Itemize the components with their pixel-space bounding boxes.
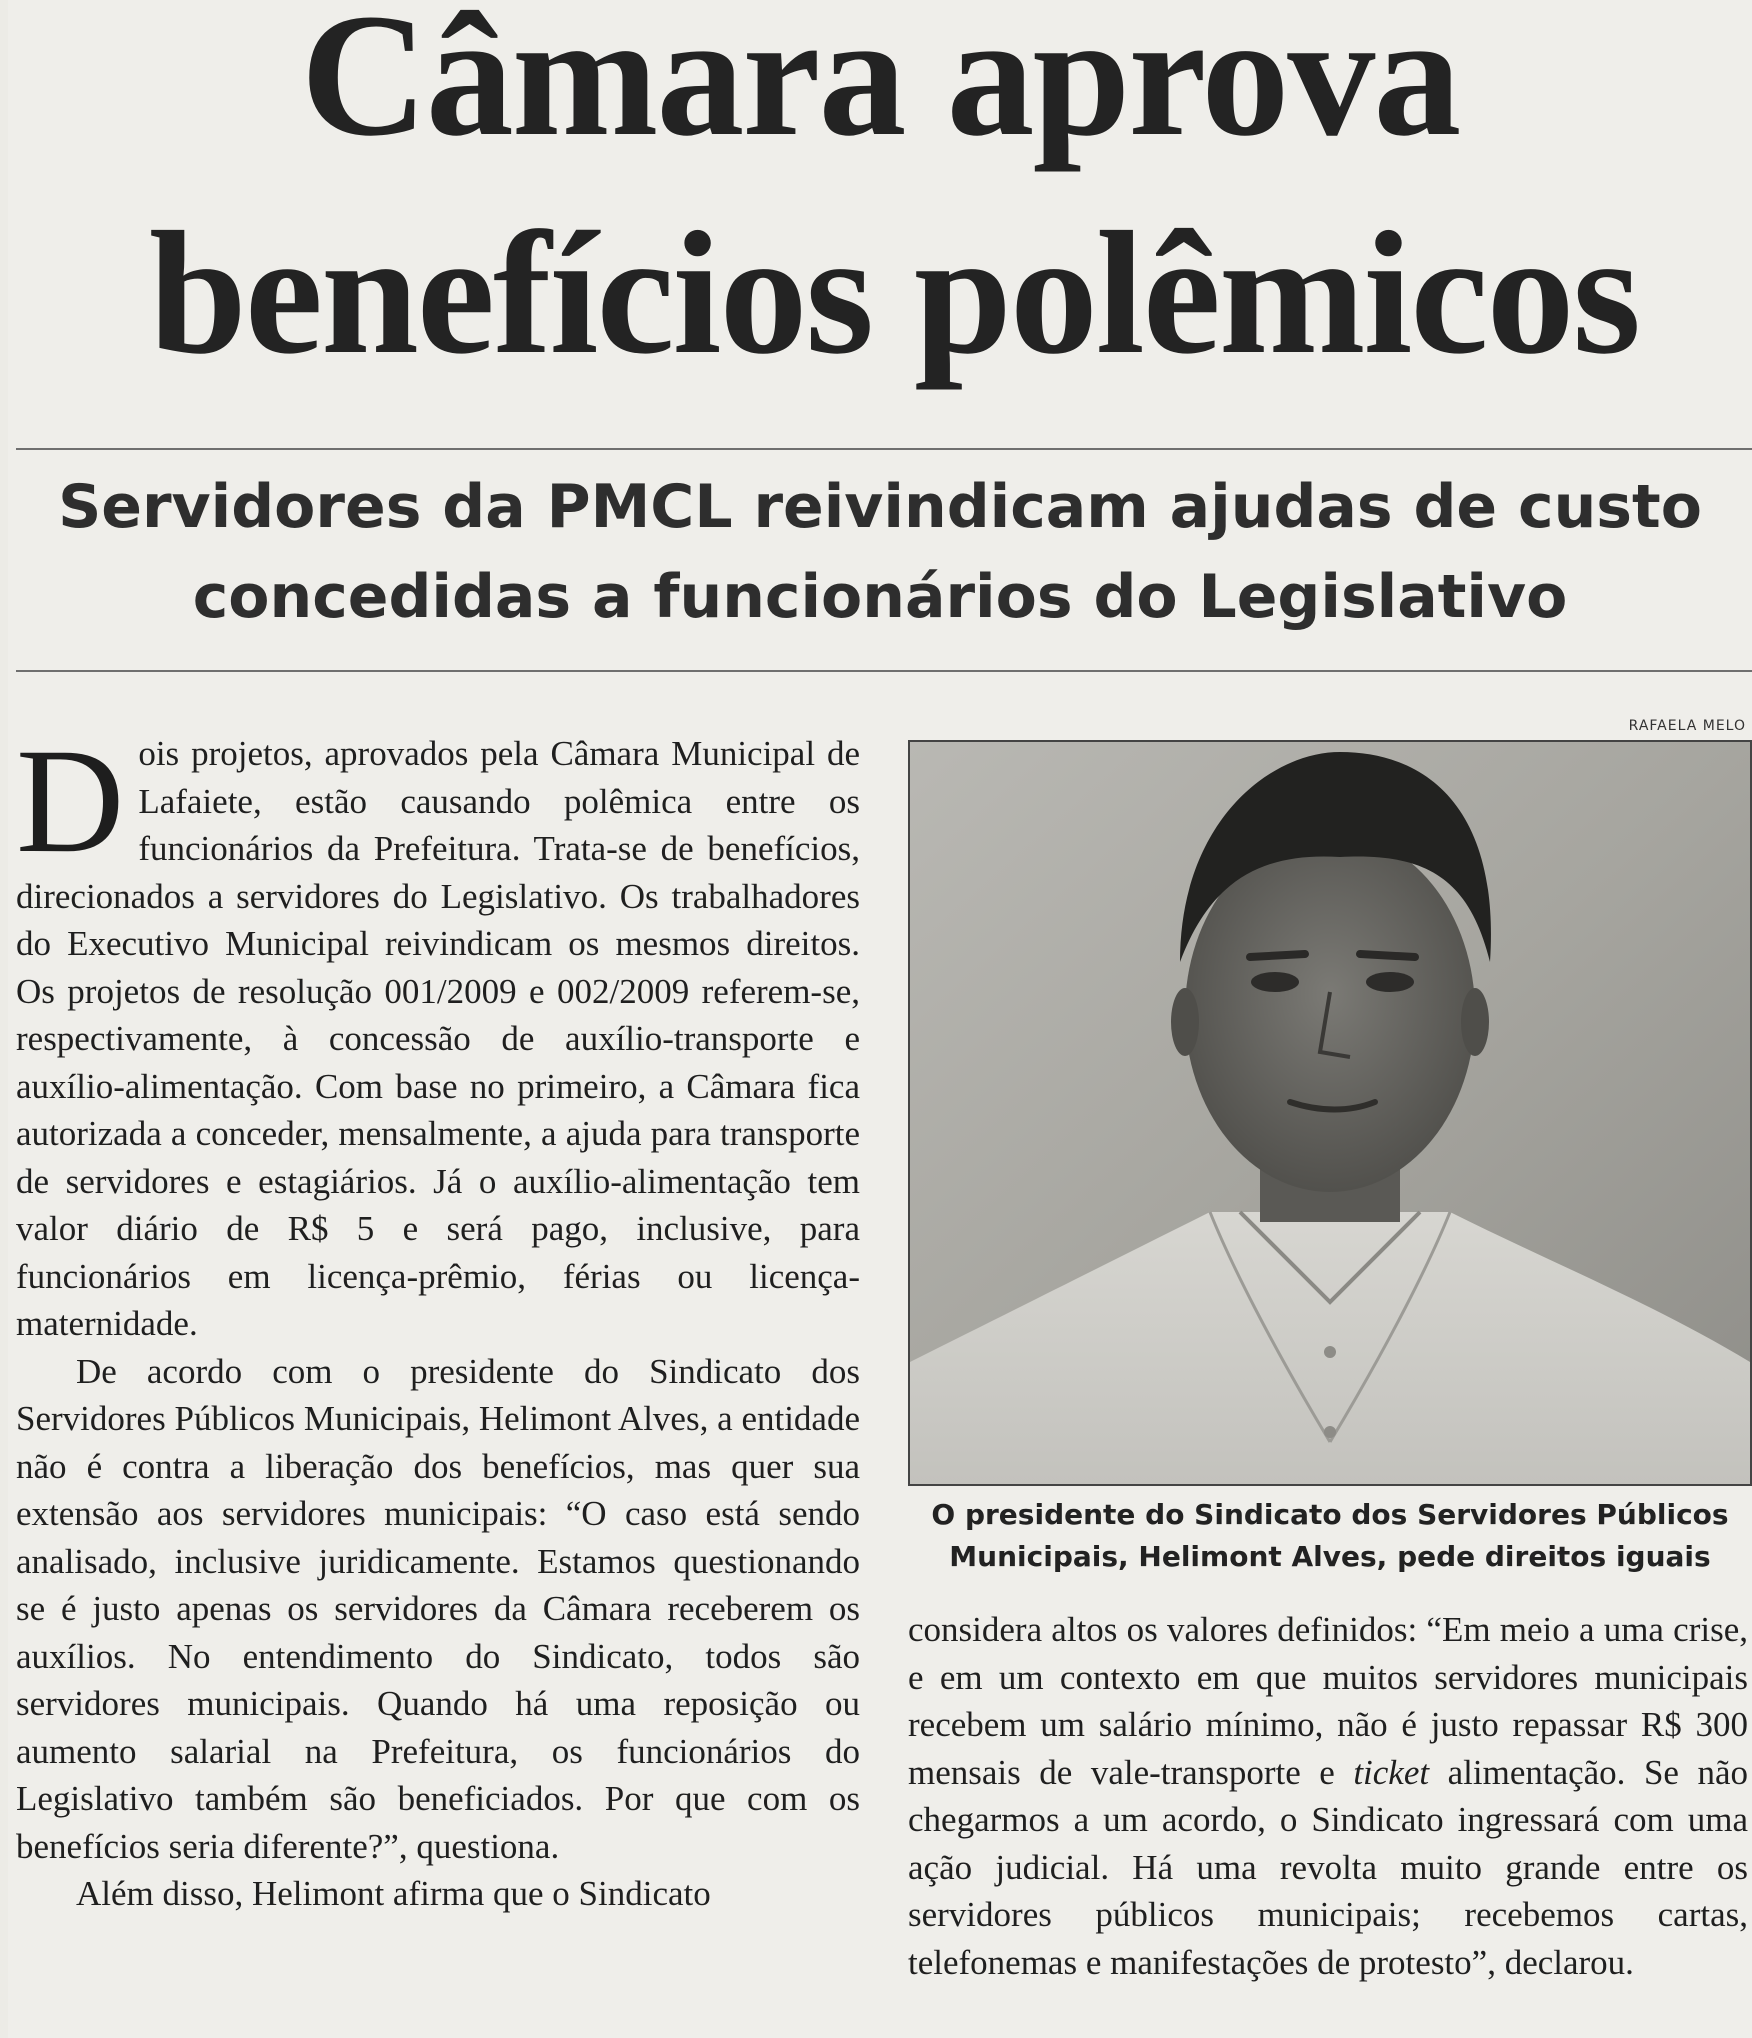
paragraph-4-start: considera altos os valores definidos: “Em meio a uma crise, e em um contexto em que muitos servidores municipais recebem um salário mínimo, não é justo repassar R$ 300 mensais de vale-transporte e xyxy=(908,1610,1748,1792)
drop-cap: D xyxy=(16,718,125,884)
headline-line-1: Câmara aprova xyxy=(300,0,1460,173)
article-paragraph-4 xyxy=(908,1606,1748,1986)
photo-caption: O presidente do Sindicato dos Servidores Públicos Municipais, Helimont Alves, pede direitos iguais xyxy=(931,1498,1729,1573)
article-left-column xyxy=(16,718,860,1918)
article-right-column xyxy=(908,1606,1748,1986)
paragraph-4-italic: ticket xyxy=(1353,1752,1430,1792)
paragraph-4-end: alimentação. Se não chegarmos a um acordo, o Sindicato ingressará com uma ação judicial. Há uma revolta muito grande entre os servidores públicos municipais; recebemos cartas, telefonemas e manifestações de protesto”, declarou. xyxy=(908,1752,1749,1982)
portrait-illustration xyxy=(910,742,1750,1484)
top-divider xyxy=(16,448,1752,450)
subheadline-line-1: Servidores da PMCL reivindicam ajudas de custo xyxy=(58,472,1702,542)
photo-credit: RAFAELA MELO xyxy=(1628,718,1746,734)
newspaper-clipping xyxy=(8,0,1752,2038)
article-paragraph-1 xyxy=(16,718,860,1348)
paragraph-1-text: ois projetos, aprovados pela Câmara Municipal de Lafaiete, estão causando polêmica entre os funcionários da Prefeitura. Trata-se de benefícios, direcionados a servidores do Legislativo. Os trabalhadores do Executivo Municipal reivindicam os mesmos direitos. Os projetos de resolução 001/2009 e 002/2009 referem-se, respectivamente, à concessão de auxílio-transporte e auxílio-alimentação. Com base no primeiro, a Câmara fica autorizada a conceder, mensalmente, a ajuda para transporte de servidores e estagiários. Já o auxílio-alimentação tem valor diário de R$ 5 e será pago, inclusive, para funcionários em licença-prêmio, férias ou licença-maternidade. xyxy=(16,734,860,1343)
bottom-divider xyxy=(16,670,1752,672)
subheadline-line-2: concedidas a funcionários do Legislativo xyxy=(192,562,1568,632)
article-paragraph-2: De acordo com o presidente do Sindicato dos Servidores Públicos Municipais, Helimont Alves, a entidade não é contra a liberação dos benefícios, mas quer sua extensão aos servidores municipais: “O caso está sendo analisado, inclusive juridicamente. Estamos questionando se é justo apenas os servidores da Câmara receberem os auxílios. No entendimento do Sindicato, todos são servidores municipais. Quando há uma reposição ou aumento salarial na Prefeitura, os funcionários do Legislativo também são beneficiados. Por que com os benefícios seria diferente?”, questiona. xyxy=(16,1351,860,1866)
portrait-photo xyxy=(908,740,1752,1486)
headline-line-2: benefícios polêmicos xyxy=(148,196,1640,391)
article-paragraph-3: Além disso, Helimont afirma que o Sindicato xyxy=(76,1874,711,1913)
